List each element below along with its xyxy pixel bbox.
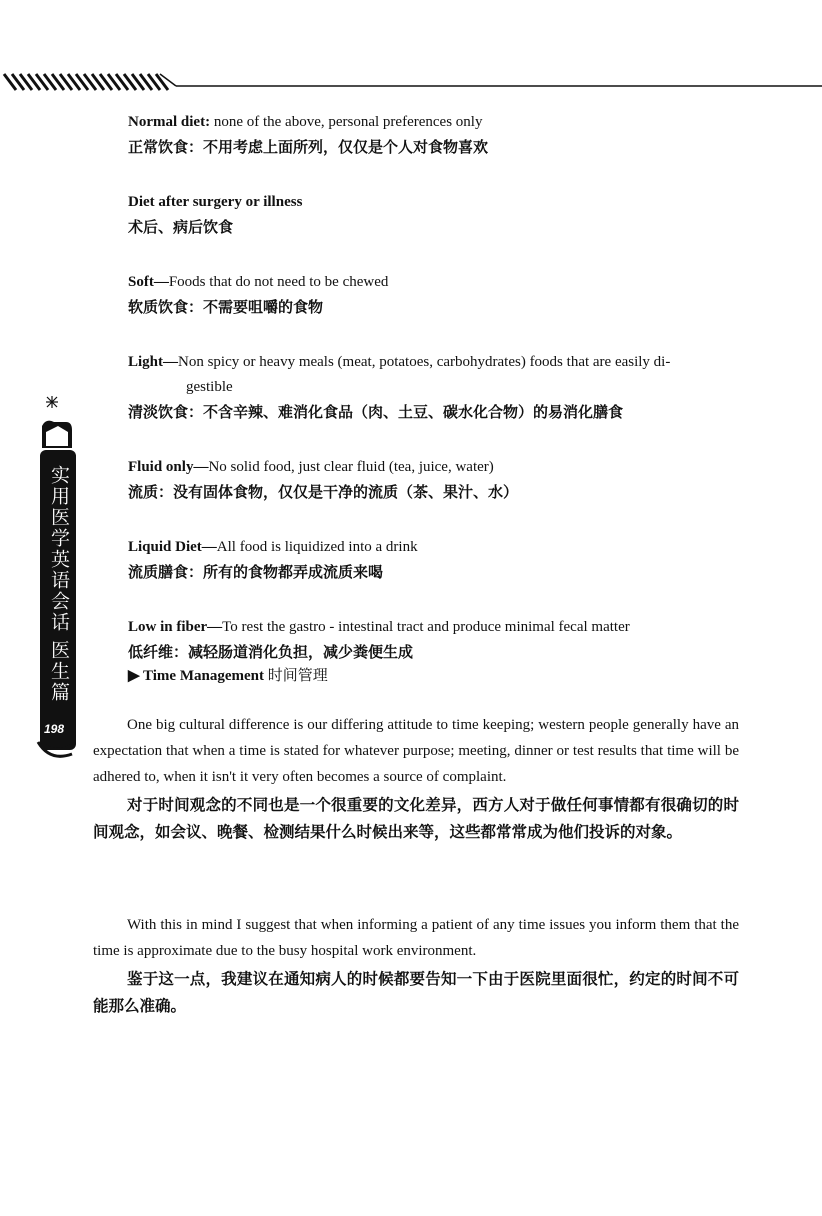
- diet-term: Soft: [128, 274, 154, 290]
- diet-entry-zh: 流质：没有固体食物，仅仅是干净的流质（茶、果汁、水）: [128, 483, 519, 501]
- triangle-marker-icon: ▶: [128, 668, 140, 684]
- paragraph-cultural-difference: [93, 712, 739, 846]
- paragraph-en: With this in mind I suggest that when informing a patient of any time issues you inform them that the time is approximate due to the busy hospital work environment.: [93, 917, 739, 959]
- diet-separator: —: [207, 619, 223, 635]
- diet-term: Normal diet: [128, 114, 206, 130]
- diet-entry-soft: [128, 270, 740, 320]
- diet-desc-continuation: gestible: [186, 379, 233, 395]
- diet-entry-en: [128, 270, 740, 295]
- diet-term: Low in fiber: [128, 619, 208, 635]
- header-hatched-rule: [0, 0, 822, 100]
- diet-term: Diet after surgery or illness: [128, 194, 303, 210]
- section-title-zh: 时间管理: [267, 666, 328, 684]
- paragraph-en: One big cultural difference is our differing attitude to time keeping; western people generally have an expectation that when a time is stated for whatever purpose; meeting, dinner or test results that time will be adhered to, when it isn't it very often becomes a source of complaint.: [93, 717, 739, 785]
- paragraph-zh: 鉴于这一点，我建议在通知病人的时候都要告知一下由于医院里面很忙，约定的时间不可能那么准确。: [93, 970, 739, 1015]
- diet-list: [128, 110, 740, 695]
- diet-entry-light: [128, 350, 740, 425]
- diet-separator: :: [205, 114, 211, 130]
- diet-entry-low-fiber: [128, 615, 740, 665]
- paragraph-zh: 对于时间观念的不同也是一个很重要的文化差异，西方人对于做任何事情都有很确切的时间观念，如会议、晚餐、检测结果什么时候出来等，这些都常常成为他们投诉的对象。: [93, 796, 739, 841]
- sidebar-book-title: 实用医学英语会话: [48, 465, 70, 633]
- section-title-en: Time Management: [143, 668, 264, 684]
- diet-desc: Foods that do not need to be chewed: [168, 274, 389, 290]
- diet-entry-en: [128, 110, 740, 135]
- page-number: 198: [43, 722, 65, 736]
- diet-entry-zh: 软质饮食：不需要咀嚼的食物: [128, 298, 324, 316]
- diet-entry-en: [128, 615, 740, 640]
- diet-entry-en: [128, 535, 740, 560]
- diet-desc: none of the above, personal preferences only: [210, 114, 483, 130]
- diet-entry-liquid: [128, 535, 740, 585]
- section-heading: [128, 664, 328, 685]
- diet-term: Fluid only: [128, 459, 194, 475]
- diet-term: Liquid Diet: [128, 539, 202, 555]
- sparkle-icon: [46, 396, 58, 408]
- diet-entry-en: [128, 455, 740, 480]
- diet-desc: Non spicy or heavy meals (meat, potatoes, carbohydrates) foods that are easily di-: [178, 354, 671, 370]
- diet-separator: —: [153, 274, 169, 290]
- diet-entry-zh: 流质膳食：所有的食物都弄成流质来喝: [128, 563, 384, 581]
- diet-entry-zh: 低纤维：减轻肠道消化负担，减少粪便生成: [128, 643, 414, 661]
- diet-desc: No solid food, just clear fluid (tea, juice, water): [208, 459, 494, 475]
- diet-desc: To rest the gastro - intestinal tract and produce minimal fecal matter: [222, 619, 630, 635]
- diet-separator: —: [163, 354, 179, 370]
- diet-entry-post-surgery: [128, 190, 740, 240]
- diet-separator: —: [201, 539, 217, 555]
- diet-entry-fluid-only: [128, 455, 740, 505]
- diet-entry-zh: 正常饮食：不用考虑上面所列，仅仅是个人对食物喜欢: [128, 138, 489, 156]
- diet-entry-normal: [128, 110, 740, 160]
- sidebar-book-subtitle: 医生篇: [48, 640, 70, 703]
- paragraph-time-advice: [93, 912, 739, 1020]
- diet-desc: All food is liquidized into a drink: [216, 539, 418, 555]
- diet-entry-en: [128, 350, 740, 400]
- diet-term: Light: [128, 354, 164, 370]
- diet-separator: —: [193, 459, 209, 475]
- diet-entry-en: [128, 190, 740, 215]
- diet-entry-zh: 清淡饮食：不含辛辣、难消化食品（肉、土豆、碳水化合物）的易消化膳食: [128, 403, 624, 421]
- diet-entry-zh: 术后、病后饮食: [128, 218, 234, 236]
